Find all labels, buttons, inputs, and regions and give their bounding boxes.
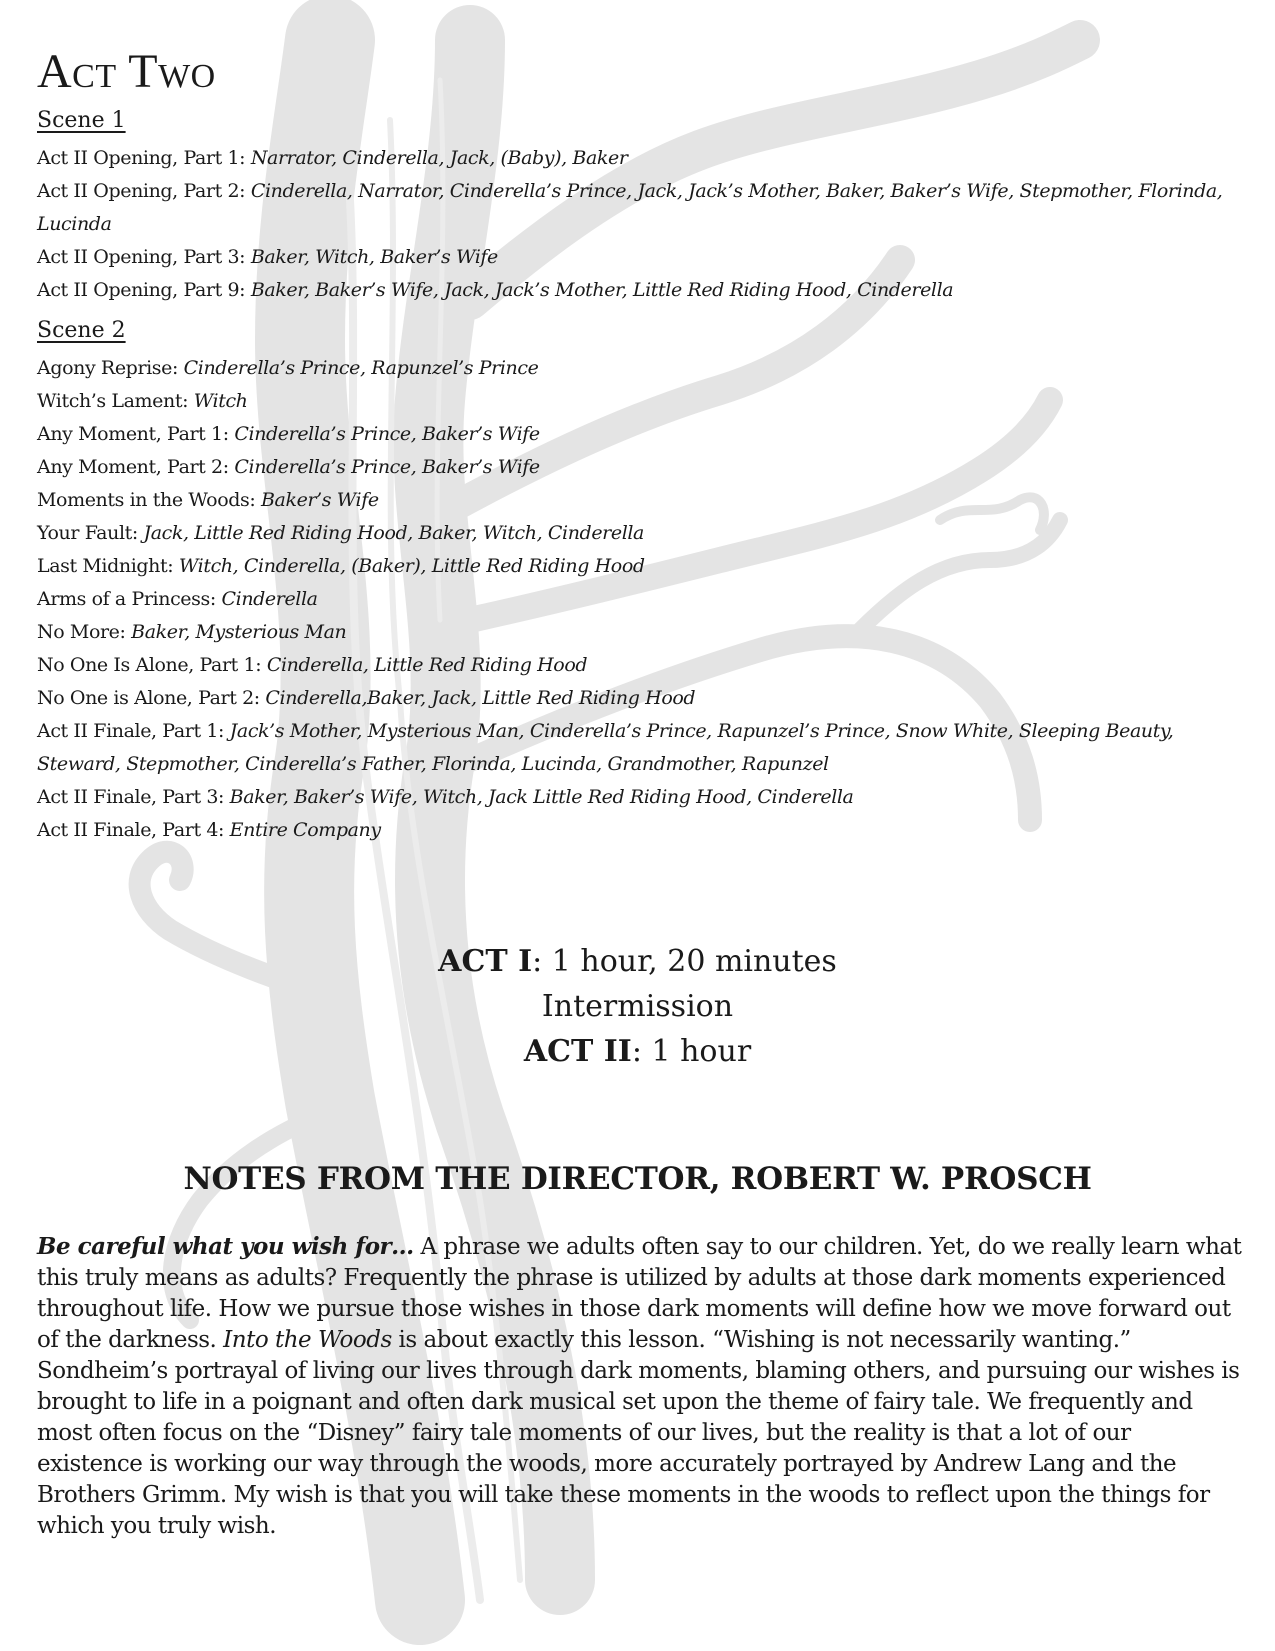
song-item [37, 550, 1252, 583]
song-roles: Baker, Mysterious Man [131, 621, 347, 643]
song-item [37, 682, 1252, 715]
intermission-label: Intermission [541, 989, 734, 1024]
song-item [37, 142, 1252, 175]
song-roles: Cinderella’s Prince, Baker’s Wife [234, 456, 540, 478]
song-item [37, 715, 1252, 781]
song-item [37, 352, 1252, 385]
song-title: No More: [37, 621, 126, 643]
song-roles: Jack’s Mother, Mysterious Man, Cinderella’s Prince, Rapunzel’s Prince, Snow White, Sleeping Beauty, Steward, Stepmother, Cinderella’s Father, Florinda, Lucinda, Grandmother, Rapunzel [37, 720, 1174, 775]
song-title: No One is Alone, Part 2: [37, 687, 260, 709]
director-notes-body [37, 1231, 1242, 1542]
song-roles: Entire Company [229, 819, 381, 841]
song-roles: Narrator, Cinderella, Jack, (Baby), Baker [250, 147, 628, 169]
song-item [37, 814, 1252, 847]
song-title: Moments in the Woods: [37, 489, 256, 511]
runtime-summary [0, 939, 1275, 1074]
song-item [37, 385, 1252, 418]
song-roles: Witch [193, 390, 248, 412]
song-roles: Cinderella,Baker, Jack, Little Red Riding Hood [265, 687, 696, 709]
song-roles: Cinderella’s Prince, Rapunzel’s Prince [183, 357, 539, 379]
song-title: Act II Finale, Part 3: [37, 786, 225, 808]
song-title: Your Fault: [37, 522, 138, 544]
song-item [37, 274, 1252, 307]
song-title: Act II Finale, Part 1: [37, 720, 225, 742]
song-title: Act II Opening, Part 1: [37, 147, 246, 169]
song-item [37, 175, 1252, 241]
act-1-duration: : 1 hour, 20 minutes [532, 944, 837, 979]
act-2-runtime [0, 1029, 1275, 1074]
song-roles: Baker, Baker’s Wife, Witch, Jack Little Red Riding Hood, Cinderella [229, 786, 854, 808]
scene-heading-2: Scene 2 [37, 318, 126, 343]
song-item [37, 616, 1252, 649]
song-title: Witch’s Lament: [37, 390, 189, 412]
song-title: Act II Opening, Part 3: [37, 246, 246, 268]
scene-heading-1: Scene 1 [37, 108, 126, 133]
song-roles: Cinderella [221, 588, 318, 610]
act-2-duration: : 1 hour [631, 1034, 752, 1069]
song-item [37, 241, 1252, 274]
song-title: Act II Opening, Part 9: [37, 279, 246, 301]
act-1-label: ACT I [438, 944, 533, 979]
song-title: Act II Opening, Part 2: [37, 180, 246, 202]
song-title: Any Moment, Part 2: [37, 456, 229, 478]
song-item [37, 484, 1252, 517]
song-title: Last Midnight: [37, 555, 174, 577]
song-roles: Jack, Little Red Riding Hood, Baker, Witch, Cinderella [143, 522, 644, 544]
director-notes-title: NOTES FROM THE DIRECTOR, ROBERT W. PROSCH [183, 1161, 1092, 1197]
song-item [37, 418, 1252, 451]
scene-1-song-list [37, 142, 1252, 307]
notes-text-part-1: A phrase we adults often say to our children. Yet, do we really learn what this truly means as adults? Frequently the phrase is utilized by adults at those dark moments experienced throughout life. How we pursue those wishes in those dark moments will define how we move forward out of the darkness. [37, 1234, 1242, 1353]
song-roles: Baker, Witch, Baker’s Wife [250, 246, 498, 268]
song-item [37, 649, 1252, 682]
notes-text-part-2: is about exactly this lesson. “Wishing is not necessarily wanting.” Sondheim’s portrayal of living our lives through dark moments, blaming others, and pursuing our wishes is brought to life in a poignant and often dark musical set upon the theme of fairy tale. We frequently and most often focus on the “Disney” fairy tale moments of our lives, but the reality is that a lot of our existence is working our way through the woods, more accurately portrayed by Andrew Lang and the Brothers Grimm. My wish is that you will take these moments in the woods to reflect upon the things for which you truly wish. [37, 1327, 1240, 1539]
notes-show-title: Into the Woods [223, 1327, 392, 1353]
song-roles: Cinderella, Narrator, Cinderella’s Prince, Jack, Jack’s Mother, Baker, Baker’s Wife, Stepmother, Florinda, Lucinda [37, 180, 1223, 235]
song-title: Agony Reprise: [37, 357, 179, 379]
song-item [37, 583, 1252, 616]
scene-2-song-list [37, 352, 1252, 847]
song-item [37, 517, 1252, 550]
notes-lead-phrase: Be careful what you wish for… [37, 1233, 414, 1260]
act-2-label: ACT II [523, 1034, 632, 1069]
song-title: Act II Finale, Part 4: [37, 819, 225, 841]
song-roles: Baker, Baker’s Wife, Jack, Jack’s Mother, Little Red Riding Hood, Cinderella [250, 279, 954, 301]
song-item [37, 451, 1252, 484]
act-1-runtime [0, 939, 1275, 984]
song-title: Arms of a Princess: [37, 588, 216, 610]
song-roles: Cinderella’s Prince, Baker’s Wife [234, 423, 540, 445]
song-roles: Cinderella, Little Red Riding Hood [266, 654, 588, 676]
song-roles: Witch, Cinderella, (Baker), Little Red Riding Hood [178, 555, 645, 577]
song-title: Any Moment, Part 1: [37, 423, 229, 445]
act-title: Act Two [37, 45, 216, 98]
song-title: No One Is Alone, Part 1: [37, 654, 262, 676]
song-item [37, 781, 1252, 814]
song-roles: Baker’s Wife [261, 489, 379, 511]
